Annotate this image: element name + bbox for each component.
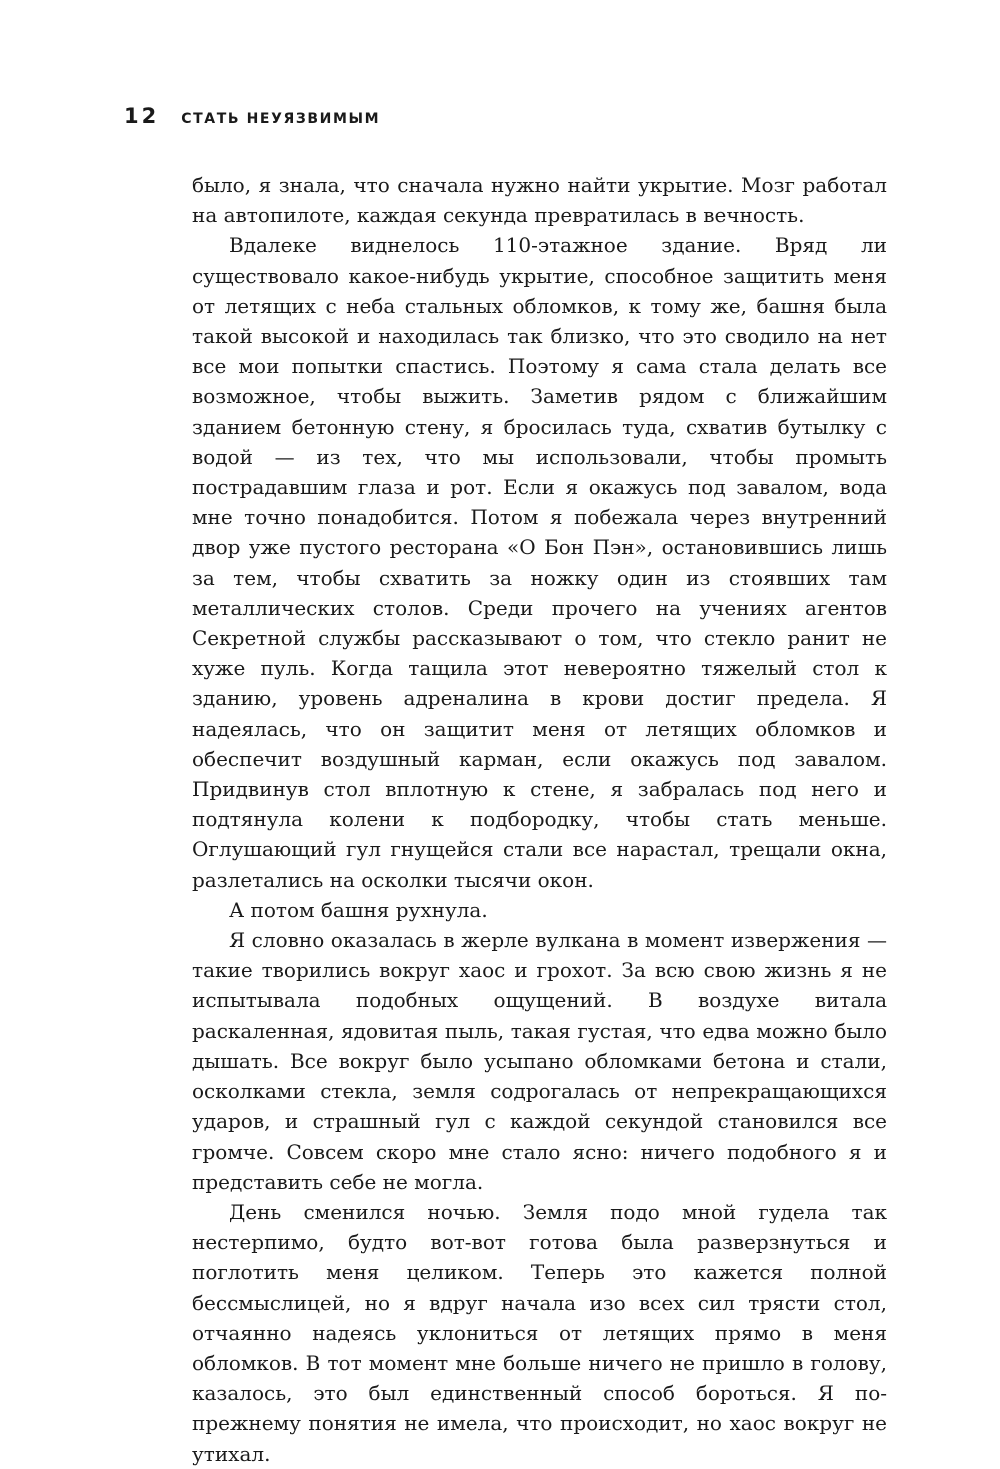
page-number: 12 <box>124 104 160 128</box>
running-title: СТАТЬ НЕУЯЗВИМЫМ <box>181 111 381 127</box>
paragraph-5: День сменился ночью. Земля подо мной гудела так нестерпимо, будто вот-вот готова была разверзнуться и поглотить меня целиком. Теперь это кажется полной бессмыслицей, но я вдруг начала изо всех сил трясти стол, отчаянно надеясь уклониться от летящих прямо в меня обломков. В тот момент мне больше ничего не пришло в голову, казалось, это был единственный способ бороться. Я по-прежнему понятия не имела, что происходит, но хаос вокруг не утихал. <box>192 1199 887 1466</box>
body-text <box>192 170 887 1469</box>
paragraph-3: А потом башня рухнула. <box>229 897 488 922</box>
running-head <box>124 104 380 128</box>
paragraph-4: Я словно оказалась в жерле вулкана в момент извержения — такие творились вокруг хаос и грохот. За всю свою жизнь я не испытывала подобных ощущений. В воздухе витала раскаленная, ядовитая пыль, такая густая, что едва можно было дышать. Все вокруг было усыпано обломками бетона и стали, осколками стекла, земля содрогалась от непрекращающихся ударов, и страшный гул с каждой секундой становился все громче. Совсем скоро мне стало ясно: ничего подобного я и представить себе не могла. <box>192 928 887 1194</box>
paragraph-1: было, я знала, что сначала нужно найти укрытие. Мозг работал на автопилоте, каждая секунда превратилась в вечность. <box>192 173 887 228</box>
paragraph-2: Вдалеке виднелось 110-этажное здание. Вряд ли существовало какое-нибудь укрытие, способное защитить меня от летящих с неба стальных обломков, к тому же, башня была такой высокой и находилась так близко, что это сводило на нет все мои попытки спастись. Поэтому я сама стала делать все возможное, чтобы выжить. Заметив рядом с ближайшим зданием бетонную стену, я бросилась туда, схватив бутылку с водой — из тех, что мы использовали, чтобы промыть пострадавшим глаза и рот. Если я окажусь под завалом, вода мне точно понадобится. Потом я побежала через внутренний двор уже пустого ресторана «О Бон Пэн», остановившись лишь за тем, чтобы схватить за ножку один из стоявших там металлических столов. Среди прочего на учениях агентов Секретной службы рассказывают о том, что стекло ранит не хуже пуль. Когда тащила этот невероятно тяжелый стол к зданию, уровень адреналина в крови достиг предела. Я надеялась, что он защитит меня от летящих обломков и обеспечит воздушный карман, если окажусь под завалом. Придвинув стол вплотную к стене, я забралась под него и подтянула колени к подбородку, чтобы стать меньше. Оглушающий гул гнущейся стали все нарастал, трещали окна, разлетались на осколки тысячи окон. <box>192 233 887 892</box>
